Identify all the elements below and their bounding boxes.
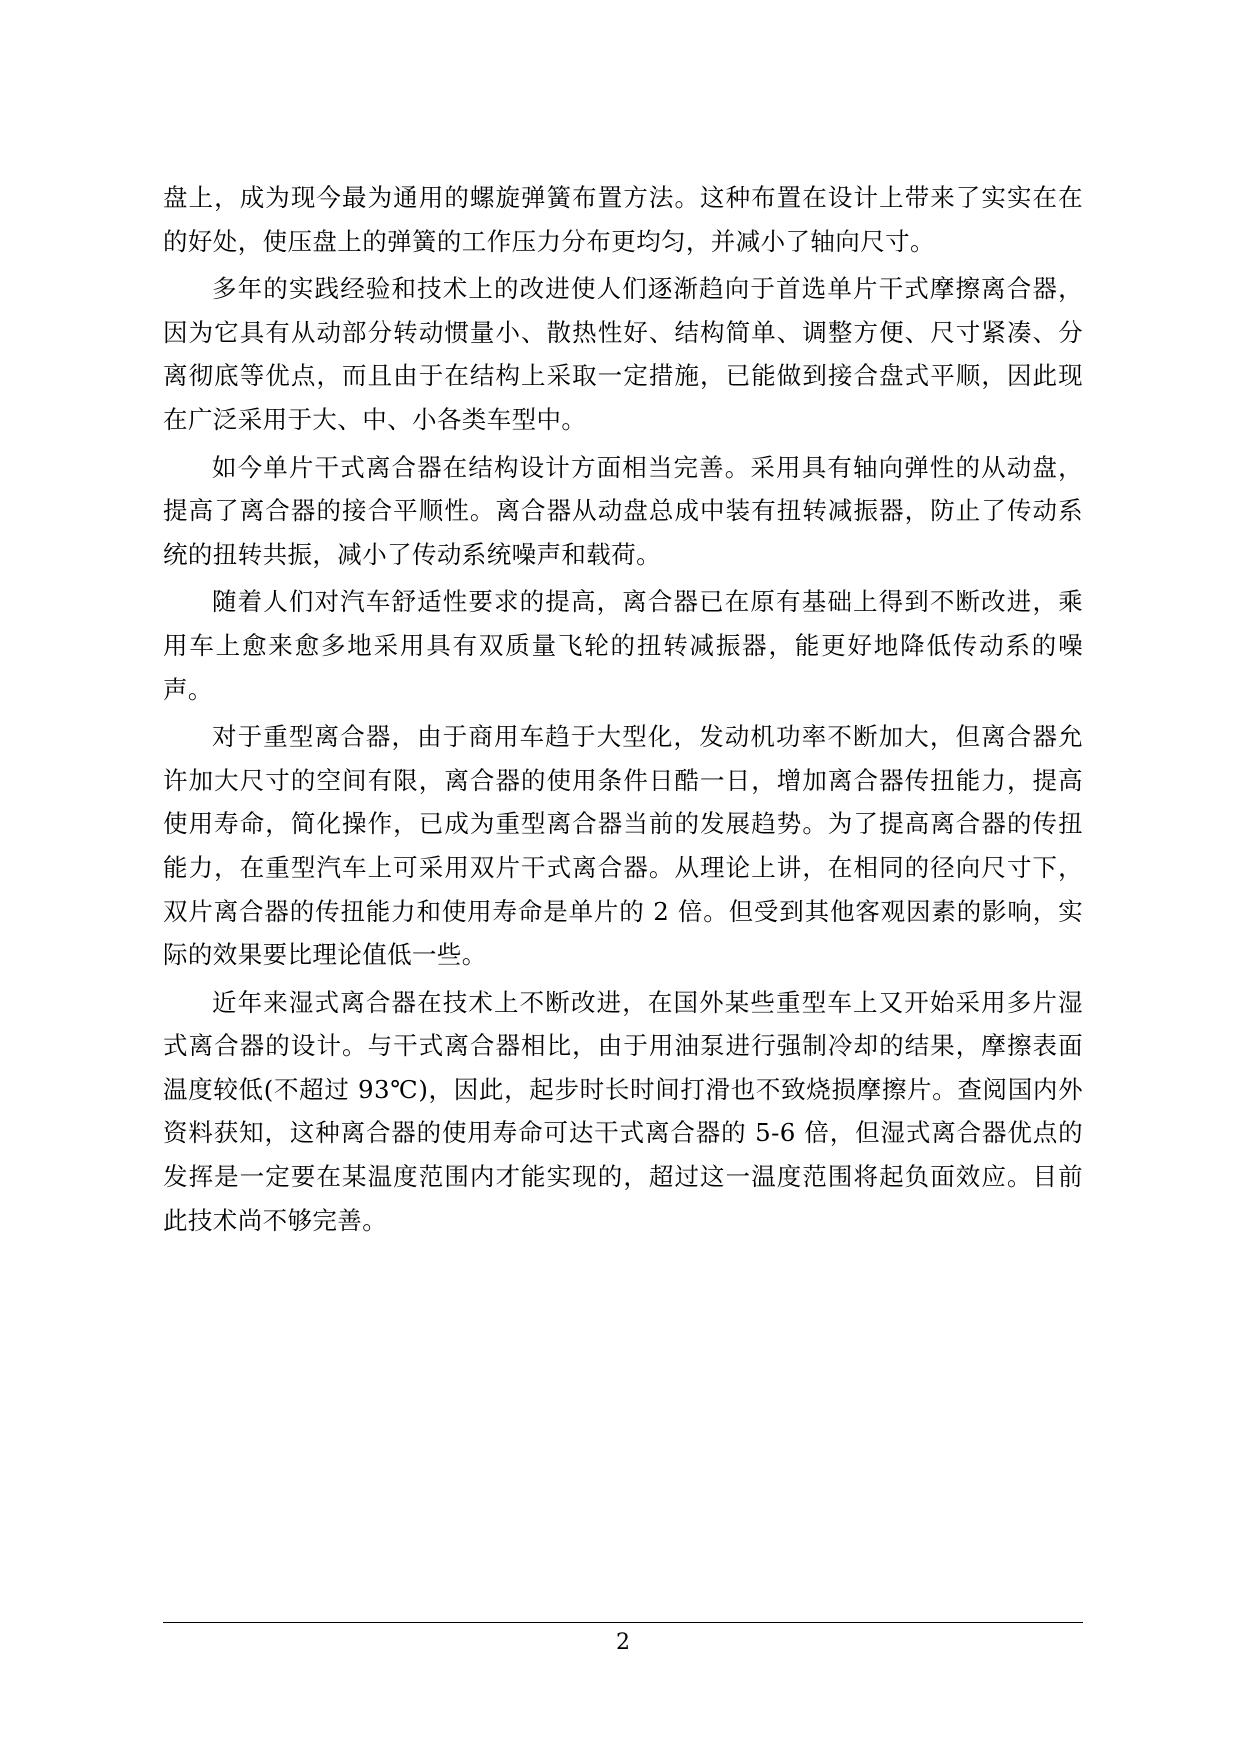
paragraph-single-plate-clutch-advantages: 多年的实践经验和技术上的改进使人们逐渐趋向于首选单片干式摩擦离合器，因为它具有从动部分转动惯量小、散热性好、结构简单、调整方便、尺寸紧凑、分离彻底等优点，而且由于在结构上采取一定措施，已能做到接合盘式平顺，因此现在广泛采用于大、中、小各类车型中。 bbox=[163, 274, 1083, 434]
paragraph-comfort-requirements: 随着人们对汽车舒适性要求的提高，离合器已在原有基础上得到不断改进，乘用车上愈来愈多地采用具有双质量飞轮的扭转减振器，能更好地降低传动系的噪声。 bbox=[163, 587, 1083, 704]
paragraph-structure-design: 如今单片干式离合器在结构设计方面相当完善。采用具有轴向弹性的从动盘，提高了离合器的接合平顺性。离合器从动盘总成中装有扭转减振器，防止了传动系统的扭转共振，减小了传动系统噪声和载荷。 bbox=[163, 452, 1083, 569]
body-text bbox=[163, 176, 1083, 1246]
paragraph-heavy-duty-clutch: 对于重型离合器，由于商用车趋于大型化，发动机功率不断加大，但离合器允许加大尺寸的空间有限，离合器的使用条件日酷一日，增加离合器传扭能力，提高使用寿命，简化操作，已成为重型离合器当前的发展趋势。为了提高离合器的传扭能力，在重型汽车上可采用双片干式离合器。从理论上讲，在相同的径向尺寸下，双片离合器的传扭能力和使用寿命是单片的 2 倍。但受到其他客观因素的影响，实际的效果要比理论值低一些。 bbox=[163, 722, 1083, 970]
footer-divider bbox=[163, 1622, 1083, 1623]
paragraph-continued: 盘上，成为现今最为通用的螺旋弹簧布置方法。这种布置在设计上带来了实实在在的好处，使压盘上的弹簧的工作压力分布更均匀，并减小了轴向尺寸。 bbox=[163, 183, 1083, 256]
page-number: 2 bbox=[616, 1630, 630, 1655]
paragraph-wet-clutch: 近年来湿式离合器在技术上不断改进，在国外某些重型车上又开始采用多片湿式离合器的设计。与干式离合器相比，由于用油泵进行强制冷却的结果，摩擦表面温度较低(不超过 93℃)，因此，起步时长时间打滑也不致烧损摩擦片。查阅国内外资料获知，这种离合器的使用寿命可达干式离合器的 5-6 倍，但湿式离合器优点的发挥是一定要在某温度范围内才能实现的，超过这一温度范围将起负面效应。目前此技术尚不够完善。 bbox=[163, 987, 1083, 1235]
